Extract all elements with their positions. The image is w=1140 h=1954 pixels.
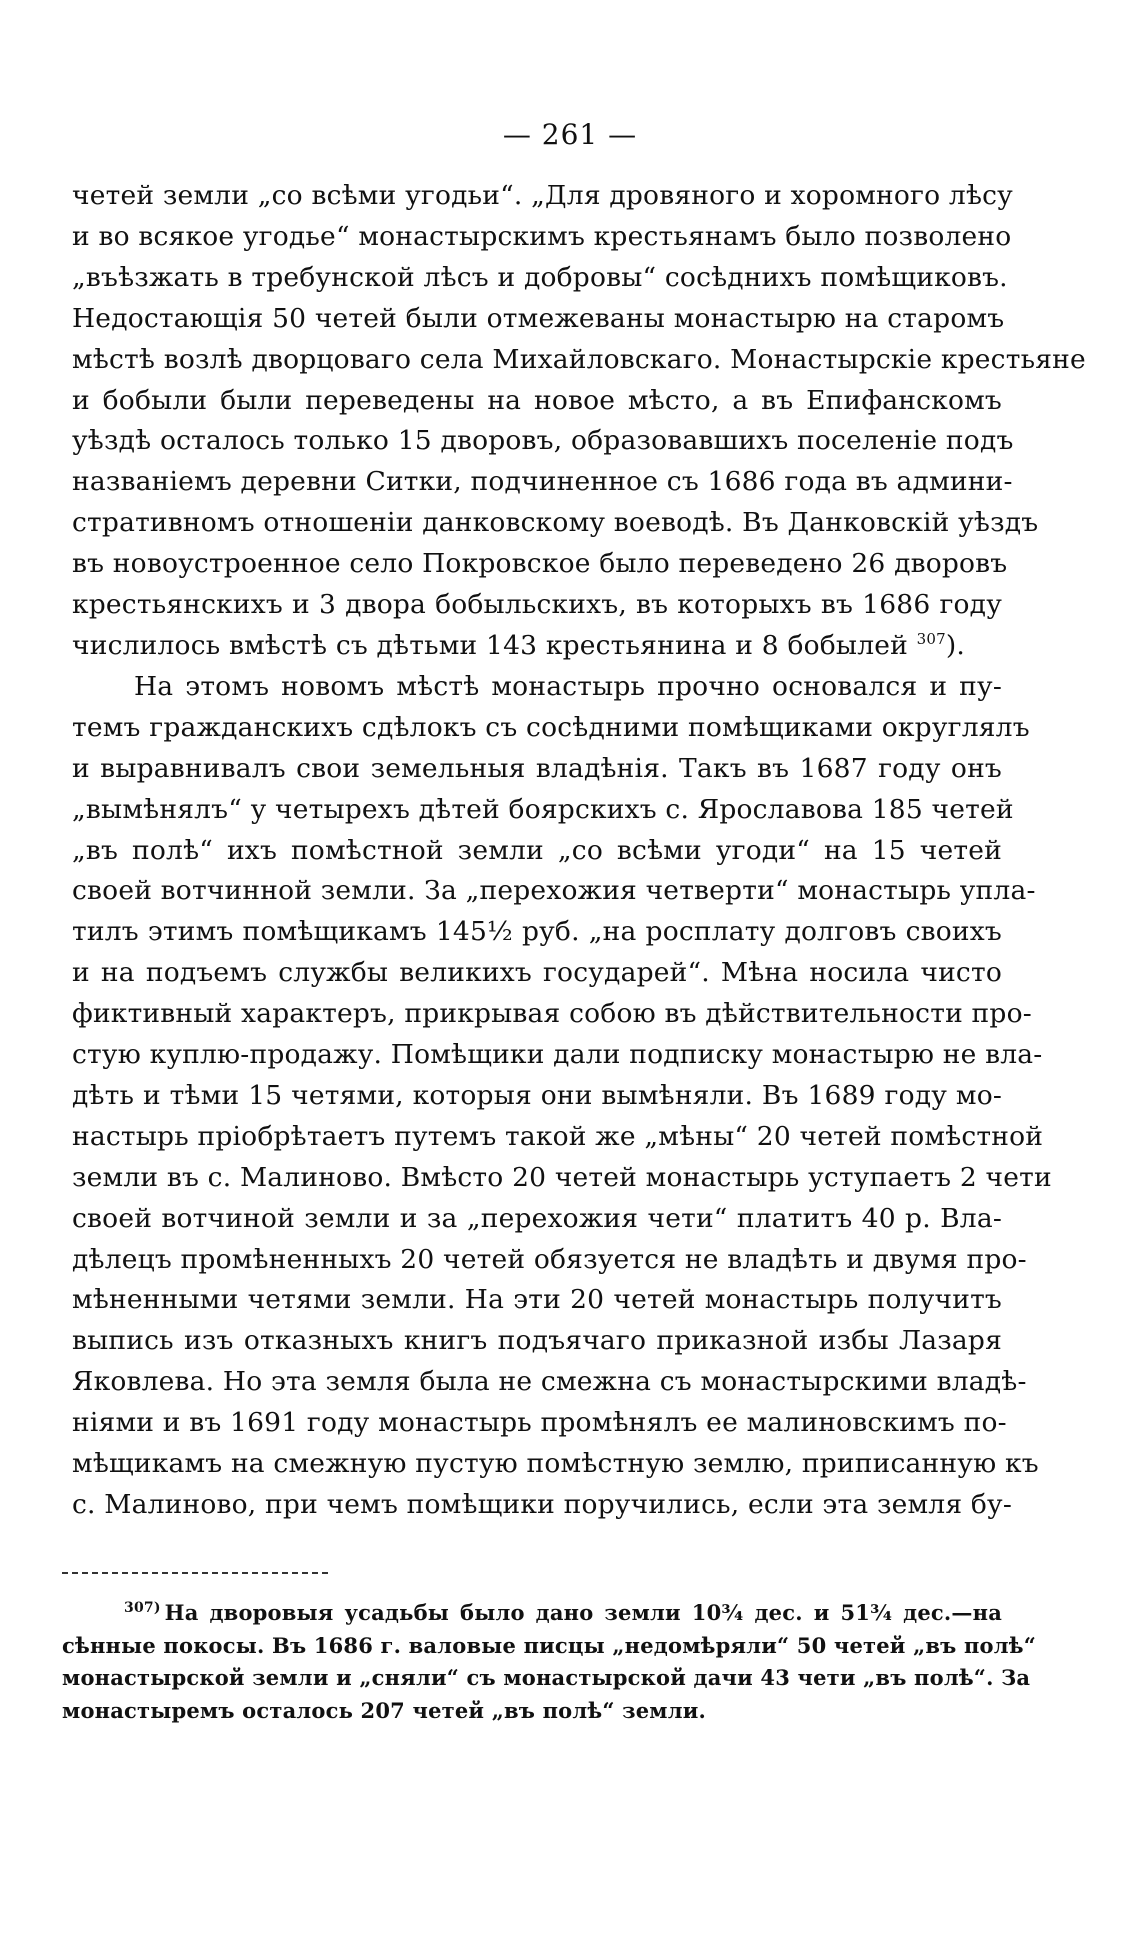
text-line: фиктивный характеръ, прикрывая собою въ дѣйствительности про-	[72, 998, 1032, 1030]
text-line: и бобыли были переведены на новое мѣсто, а въ Епифанскомъ	[72, 384, 1002, 416]
text-line: Недостающія 50 четей были отмежеваны монастырю на старомъ	[72, 302, 1005, 334]
text-line: стративномъ отношеніи данковскому воеводѣ. Въ Данковскій уѣздъ	[72, 507, 1039, 539]
text-line: мѣщикамъ на смежную пустую помѣстную землю, приписанную къ	[72, 1448, 1039, 1480]
text-line: четей земли „со всѣми угодьи“. „Для дровяного и хоромного лѣсу	[72, 180, 1013, 211]
text-line	[72, 626, 1002, 667]
text-line-content: числилось вмѣстѣ съ дѣтьми 143 крестьянина и 8 бобылей	[72, 629, 909, 661]
text-line: названіемъ деревни Ситки, подчиненное съ 1686 года въ админи-	[72, 466, 1013, 498]
paragraph-end: ).	[945, 629, 966, 661]
text-line: земли въ с. Малиново. Вмѣсто 20 четей монастырь уступаетъ 2 чети	[72, 1161, 1052, 1193]
footnote-line: сѣнные покосы. Въ 1686 г. валовые писцы „недомѣряли“ 50 четей „въ полѣ“	[62, 1632, 1037, 1658]
text-line: темъ гражданскихъ сдѣлокъ съ сосѣдними помѣщиками округлялъ	[72, 711, 1030, 743]
text-line: и выравнивалъ свои земельныя владѣнія. Такъ въ 1687 году онъ	[72, 752, 1002, 784]
text-line: стую куплю-продажу. Помѣщики дали подписку монастырю не вла-	[72, 1039, 1043, 1071]
footnote-separator	[62, 1572, 328, 1574]
footnote-line-content: На дворовыя усадьбы было дано земли 10¾ дес. и 51¾ дес.—на	[164, 1600, 1002, 1625]
footnote	[62, 1597, 1037, 1727]
text-line: уѣздѣ осталось только 15 дворовъ, образовавшихъ поселеніе подъ	[72, 425, 1014, 457]
text-line: с. Малиново, при чемъ помѣщики поручились, если эта земля бу-	[72, 1489, 1012, 1520]
text-line: и на подъемъ службы великихъ государей“. Мѣна носила чисто	[72, 957, 1002, 989]
main-text	[72, 176, 1086, 1526]
text-line: дѣлецъ промѣненныхъ 20 четей обязуется не владѣть и двумя про-	[72, 1243, 1027, 1275]
text-line: „въ полѣ“ ихъ помѣстной земли „со всѣми угоди“ на 15 четей	[72, 834, 1002, 866]
text-line: Яковлева. Но эта земля была не смежна съ монастырскими владѣ-	[72, 1366, 1027, 1398]
footnote-line: монастыремъ осталось 207 четей „въ полѣ“ земли.	[62, 1697, 707, 1723]
text-line: На этомъ новомъ мѣстѣ монастырь прочно основался и пу-	[134, 670, 1002, 702]
page-number: — 261 —	[502, 118, 638, 151]
text-line: „вымѣнялъ“ у четырехъ дѣтей боярскихъ с. Ярославова 185 четей	[72, 793, 1014, 825]
text-line: „въѣзжать в требунской лѣсъ и добровы“ сосѣднихъ помѣщиковъ.	[72, 261, 1008, 293]
text-line: и во всякое угодье“ монастырскимъ крестьянамъ было позволено	[72, 220, 1012, 252]
text-line: выпись изъ отказныхъ книгъ подъячаго приказной избы Лазаря	[72, 1325, 1002, 1357]
text-line: своей вотчинной земли. За „перехожия четверти“ монастырь упла-	[72, 875, 1036, 907]
text-line: настырь пріобрѣтаетъ путемъ такой же „мѣны“ 20 четей помѣстной	[72, 1120, 1044, 1152]
text-line: своей вотчиной земли и за „перехожия чети“ платитъ 40 р. Вла-	[72, 1202, 1002, 1234]
footnote-line: монастырской земли и „сняли“ съ монастырской дачи 43 чети „въ полѣ“. За	[62, 1665, 1031, 1690]
footnote-mark: 307)	[124, 1600, 161, 1616]
text-line: ніями и въ 1691 году монастырь промѣнялъ ее малиновскимъ по-	[72, 1407, 1007, 1439]
footnote-line	[62, 1597, 1002, 1630]
text-line: тилъ этимъ помѣщикамъ 145½ руб. „на росплату долговъ своихъ	[72, 916, 1002, 948]
paragraph-2	[72, 667, 1052, 1526]
text-line: дѣть и тѣми 15 четями, которыя они вымѣняли. Въ 1689 году мо-	[72, 1079, 1002, 1111]
text-line: въ новоустроенное село Покровское было переведено 26 дворовъ	[72, 548, 1008, 580]
paragraph-1	[72, 176, 1086, 667]
text-line: крестьянскихъ и 3 двора бобыльскихъ, въ которыхъ въ 1686 году	[72, 589, 1002, 621]
footnote-reference[interactable]: 307	[916, 630, 946, 649]
text-line: мѣненными четями земли. На эти 20 четей монастырь получитъ	[72, 1284, 1002, 1316]
text-line: мѣстѣ возлѣ дворцоваго села Михайловскаго. Монастырскіе крестьяне	[72, 343, 1086, 375]
